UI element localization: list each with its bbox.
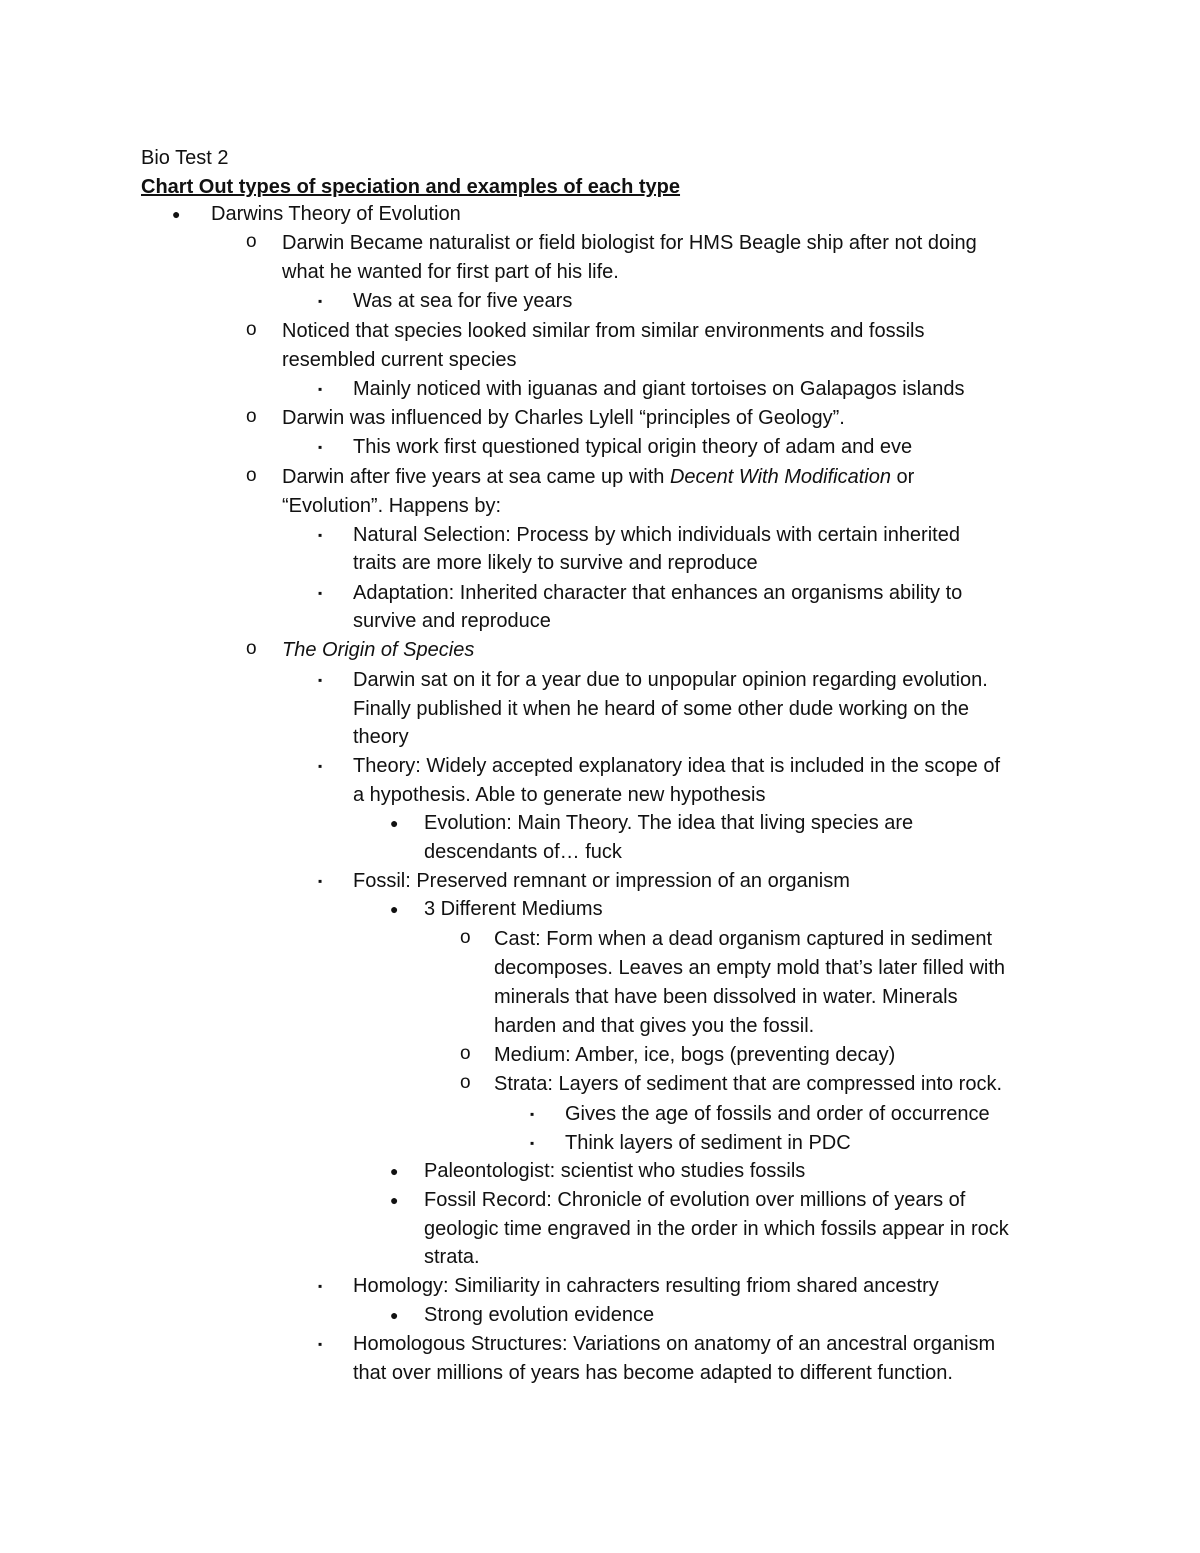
text-run: or	[890, 466, 915, 488]
list-item: Medium: Amber, ice, bogs (preventing decay)	[494, 1044, 896, 1066]
list-item: Darwin was influenced by Charles Lylell “principles of Geology”.	[282, 407, 845, 429]
bullet-dot: ●	[390, 901, 399, 917]
list-item	[282, 637, 474, 663]
list-item: Natural Selection: Process by which individuals with certain inherited	[353, 524, 960, 546]
list-item-continued: strata.	[424, 1246, 480, 1268]
bullet-circle: o	[246, 638, 257, 659]
bullet-circle: o	[460, 1072, 471, 1093]
bullet-square: ▪	[318, 440, 323, 454]
bullet-dot: ●	[390, 815, 399, 831]
italic-term: Decent With Modification	[669, 466, 891, 488]
text-run: Darwin after five years at sea came up with	[282, 466, 670, 488]
list-item	[282, 464, 914, 490]
list-item-continued: “Evolution”. Happens by:	[282, 495, 502, 517]
bullet-dot: ●	[172, 206, 181, 222]
list-item: Darwin Became naturalist or field biologist for HMS Beagle ship after not doing	[282, 232, 977, 254]
bullet-circle: o	[246, 231, 257, 252]
list-item-continued: that over millions of years has become adapted to different function.	[353, 1362, 953, 1384]
list-item: Mainly noticed with iguanas and giant tortoises on Galapagos islands	[353, 378, 965, 400]
bullet-square: ▪	[318, 759, 323, 773]
list-item: Think layers of sediment in PDC	[565, 1132, 851, 1154]
list-item: This work first questioned typical origin theory of adam and eve	[353, 436, 913, 458]
list-item: Was at sea for five years	[353, 290, 573, 312]
bullet-dot: ●	[390, 1192, 399, 1208]
list-item: Theory: Widely accepted explanatory idea that is included in the scope of	[353, 755, 1001, 777]
list-item-continued: harden and that gives you the fossil.	[494, 1015, 815, 1037]
bullet-circle: o	[460, 927, 471, 948]
list-item: Cast: Form when a dead organism captured in sediment	[494, 928, 993, 950]
list-item-continued: a hypothesis. Able to generate new hypothesis	[353, 784, 766, 806]
list-item-continued: what he wanted for first part of his life.	[282, 261, 619, 283]
bullet-square: ▪	[318, 294, 323, 308]
list-item: Paleontologist: scientist who studies fossils	[424, 1160, 806, 1182]
list-item-continued: geologic time engraved in the order in which fossils appear in rock	[424, 1218, 1009, 1240]
italic-term: The Origin of Species	[282, 639, 475, 661]
list-item-continued: resembled current species	[282, 349, 517, 371]
list-item-continued: survive and reproduce	[353, 610, 551, 632]
list-item-continued: Finally published it when he heard of some other dude working on the	[353, 698, 969, 720]
document-subtitle: Chart Out types of speciation and examples of each type	[141, 176, 681, 198]
list-item: Strata: Layers of sediment that are compressed into rock.	[494, 1073, 1003, 1095]
list-item: Darwin sat on it for a year due to unpopular opinion regarding evolution.	[353, 669, 988, 691]
list-item-continued: decomposes. Leaves an empty mold that’s later filled with	[494, 957, 1006, 979]
list-item: Noticed that species looked similar from similar environments and fossils	[282, 320, 925, 342]
bullet-circle: o	[246, 319, 257, 340]
list-item: 3 Different Mediums	[424, 898, 603, 920]
list-item: Fossil Record: Chronicle of evolution over millions of years of	[424, 1189, 966, 1211]
list-item-continued: traits are more likely to survive and reproduce	[353, 552, 758, 574]
bullet-dot: ●	[390, 1163, 399, 1179]
list-item: Homology: Similiarity in cahracters resulting friom shared ancestry	[353, 1275, 939, 1297]
bullet-circle: o	[246, 465, 257, 486]
list-item: Darwins Theory of Evolution	[211, 203, 461, 225]
bullet-square: ▪	[530, 1136, 535, 1150]
list-item: Evolution: Main Theory. The idea that living species are	[424, 812, 914, 834]
bullet-square: ▪	[318, 528, 323, 542]
list-item: Strong evolution evidence	[424, 1304, 655, 1326]
bullet-square: ▪	[318, 382, 323, 396]
bullet-circle: o	[246, 406, 257, 427]
list-item: Homologous Structures: Variations on anatomy of an ancestral organism	[353, 1333, 996, 1355]
bullet-square: ▪	[530, 1107, 535, 1121]
bullet-square: ▪	[318, 1337, 323, 1351]
list-item: Adaptation: Inherited character that enhances an organisms ability to	[353, 582, 963, 604]
bullet-square: ▪	[318, 1279, 323, 1293]
list-item-continued: descendants of… fuck	[424, 841, 622, 863]
bullet-square: ▪	[318, 586, 323, 600]
bullet-square: ▪	[318, 673, 323, 687]
list-item-continued: minerals that have been dissolved in water. Minerals	[494, 986, 958, 1008]
list-item: Gives the age of fossils and order of occurrence	[565, 1103, 990, 1125]
bullet-dot: ●	[390, 1307, 399, 1323]
list-item-continued: theory	[353, 726, 409, 748]
bullet-circle: o	[460, 1043, 471, 1064]
list-item: Fossil: Preserved remnant or impression of an organism	[353, 870, 850, 892]
bullet-square: ▪	[318, 874, 323, 888]
document-title: Bio Test 2	[141, 147, 229, 169]
